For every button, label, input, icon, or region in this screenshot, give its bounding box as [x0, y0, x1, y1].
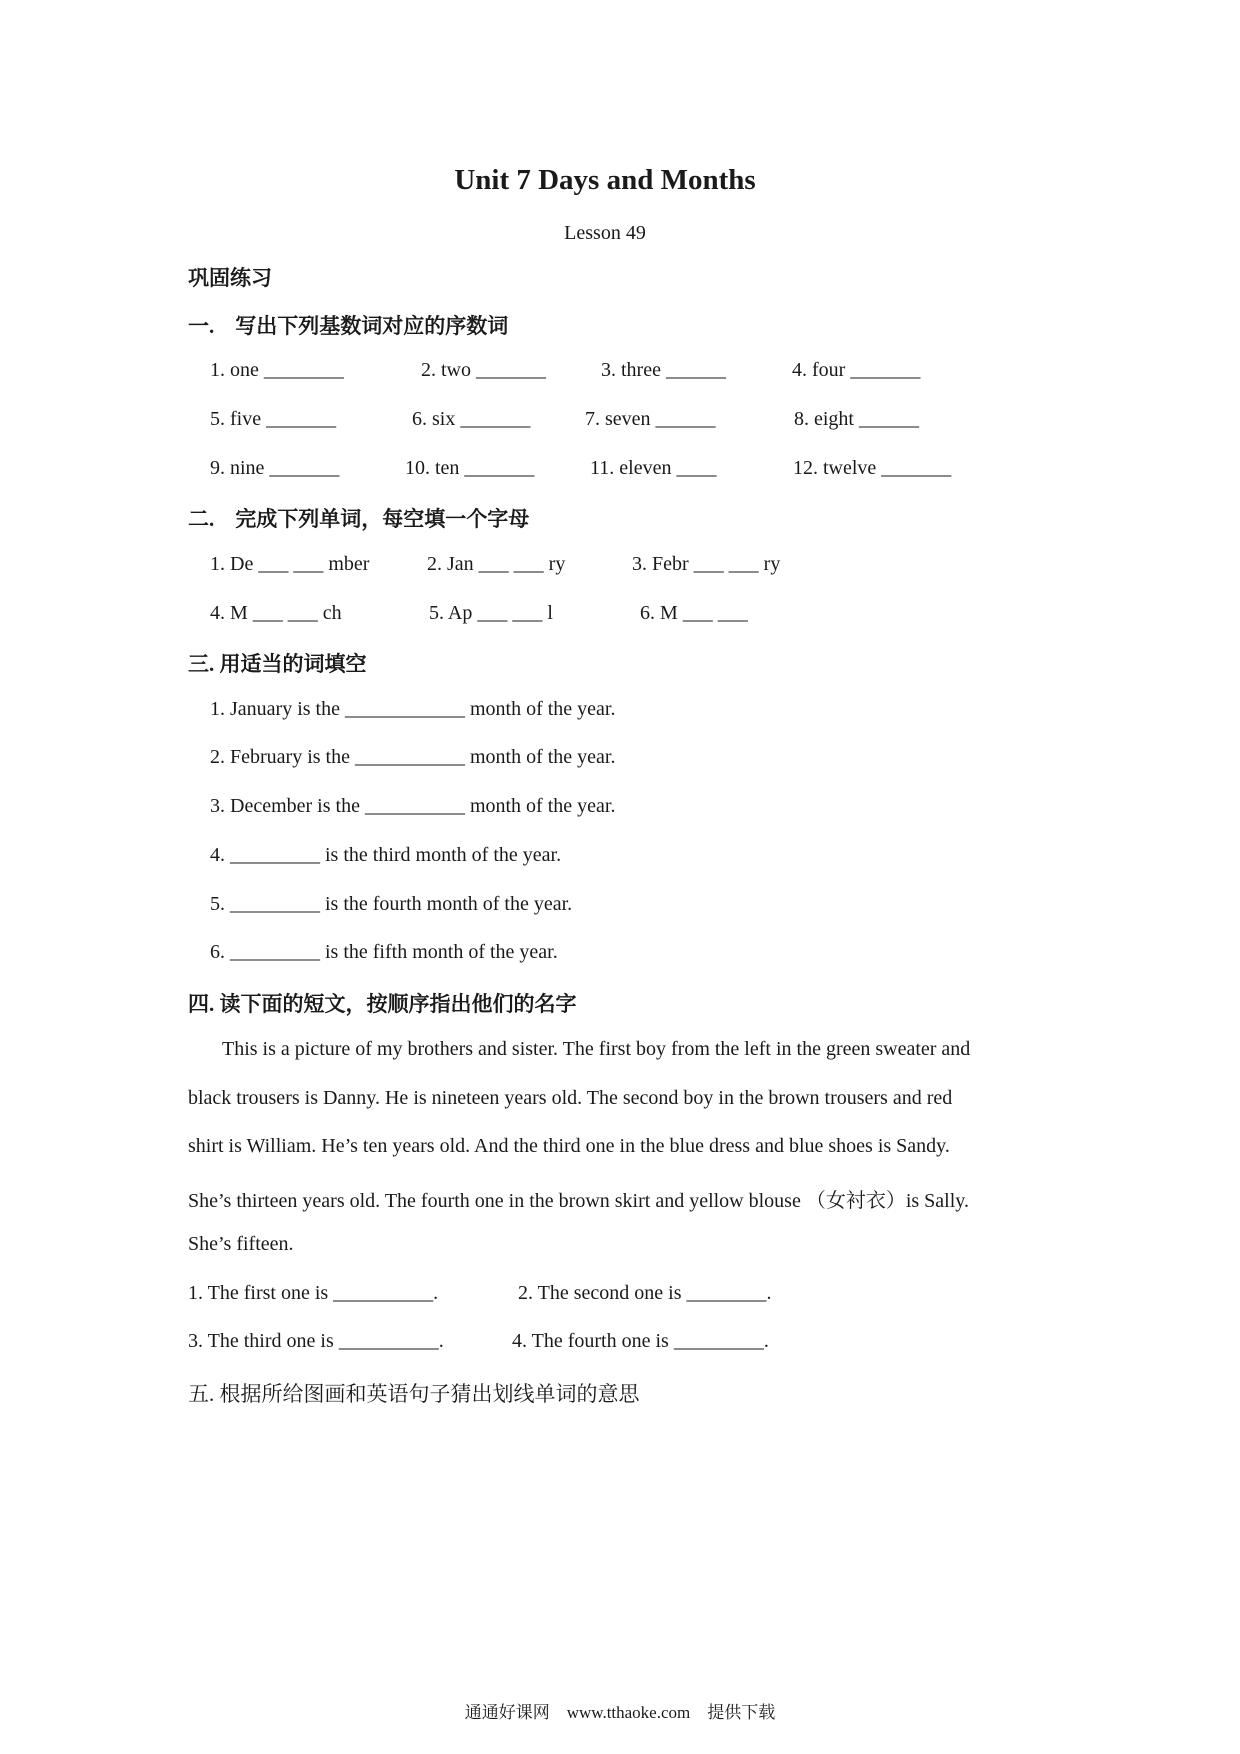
section2-item: 1. De ___ ___ mber — [210, 553, 370, 575]
section1-item: 9. nine _______ — [210, 457, 340, 479]
section1-item: 10. ten _______ — [405, 457, 535, 479]
section4-question: 1. The first one is __________. — [188, 1282, 439, 1304]
practice-heading: 巩固练习 — [188, 266, 272, 290]
page-footer: 通通好课网 www.tthaoke.com 提供下载 — [464, 1703, 776, 1722]
section5-heading: 五. 根据所给图画和英语句子猜出划线单词的意思 — [188, 1382, 640, 1406]
section2-item: 2. Jan ___ ___ ry — [427, 553, 566, 575]
section3-item: 4. _________ is the third month of the year. — [210, 844, 562, 866]
section1-item: 3. three ______ — [601, 359, 726, 381]
section4-question: 3. The third one is __________. — [188, 1330, 444, 1352]
section1-item: 12. twelve _______ — [793, 457, 952, 479]
section3-item: 5. _________ is the fourth month of the year. — [210, 893, 573, 915]
section2-item: 4. M ___ ___ ch — [210, 602, 342, 624]
section2-item: 5. Ap ___ ___ l — [429, 602, 553, 624]
section3-item: 3. December is the __________ month of the year. — [210, 795, 616, 817]
section4-question: 4. The fourth one is _________. — [512, 1330, 769, 1352]
section1-item: 8. eight ______ — [794, 408, 919, 430]
section1-item: 5. five _______ — [210, 408, 337, 430]
section1-item: 2. two _______ — [421, 359, 546, 381]
section3-item: 1. January is the ____________ month of the year. — [210, 698, 616, 720]
page-title: Unit 7 Days and Months — [454, 164, 756, 196]
section1-item: 7. seven ______ — [585, 408, 716, 430]
section1-heading: 一. 写出下列基数词对应的序数词 — [188, 314, 509, 338]
paragraph-line: shirt is William. He’s ten years old. And the third one in the blue dress and blue shoes is Sandy. — [188, 1135, 950, 1157]
section4-heading: 四. 读下面的短文，按顺序指出他们的名字 — [188, 992, 577, 1016]
section3-item: 2. February is the ___________ month of the year. — [210, 746, 616, 768]
paragraph-line: She’s thirteen years old. The fourth one in the brown skirt and yellow blouse （女衬衣）is Sally. — [188, 1190, 969, 1212]
paragraph-line: This is a picture of my brothers and sister. The first boy from the left in the green sweater and — [222, 1038, 971, 1060]
section2-item: 3. Febr ___ ___ ry — [632, 553, 781, 575]
paragraph-line: She’s fifteen. — [188, 1233, 294, 1255]
section3-item: 6. _________ is the fifth month of the year. — [210, 941, 558, 963]
section1-item: 1. one ________ — [210, 359, 344, 381]
section1-item: 11. eleven ____ — [590, 457, 717, 479]
section1-item: 6. six _______ — [412, 408, 531, 430]
section1-item: 4. four _______ — [792, 359, 921, 381]
lesson-subtitle: Lesson 49 — [564, 222, 646, 244]
section2-item: 6. M ___ ___ — [640, 602, 748, 624]
section4-question: 2. The second one is ________. — [518, 1282, 772, 1304]
paragraph-line: black trousers is Danny. He is nineteen years old. The second boy in the brown trousers and red — [188, 1087, 953, 1109]
section3-heading: 三. 用适当的词填空 — [188, 652, 367, 676]
section2-heading: 二. 完成下列单词，每空填一个字母 — [188, 507, 530, 531]
